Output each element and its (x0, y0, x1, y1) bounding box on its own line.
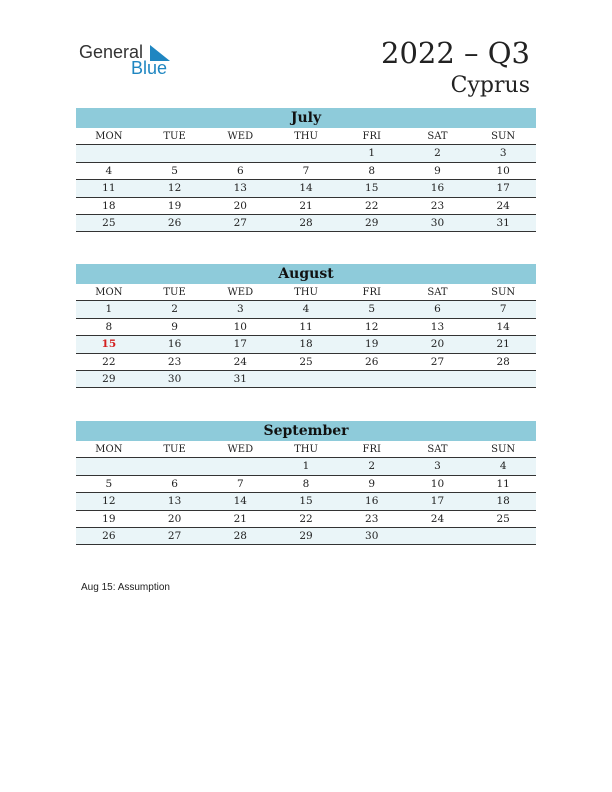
day-cell: 28 (299, 216, 313, 229)
day-cell: 19 (102, 512, 116, 525)
day-cell: 26 (167, 216, 182, 229)
weekday-label: SUN (491, 287, 516, 298)
day-cell: 16 (365, 495, 379, 508)
day-cell: 8 (302, 477, 310, 490)
day-cell (207, 458, 273, 474)
month-title: August (76, 264, 536, 284)
day-cell: 18 (496, 495, 510, 508)
day-cell: 18 (299, 338, 313, 351)
day-cell: 10 (233, 320, 247, 333)
day-cell (207, 145, 273, 161)
week-row (76, 458, 536, 475)
day-cell: 22 (299, 512, 313, 525)
weekday-label: WED (227, 444, 254, 455)
day-cell: 9 (434, 164, 441, 177)
holiday-notes (81, 582, 170, 593)
week-row (76, 180, 536, 197)
week-row (76, 319, 536, 336)
weekday-label: FRI (362, 444, 381, 455)
day-cell: 27 (233, 216, 247, 229)
weekday-label: THU (294, 287, 318, 298)
day-cell: 2 (434, 147, 441, 160)
day-cell: 19 (365, 338, 379, 351)
day-cell: 21 (496, 338, 510, 351)
day-cell: 27 (167, 529, 182, 542)
day-cell: 16 (430, 182, 445, 195)
day-cell (142, 145, 208, 161)
day-cell: 6 (236, 164, 244, 177)
weekday-label: MON (95, 444, 123, 455)
week-row (76, 476, 536, 493)
weekday-header-row (76, 128, 536, 145)
page-title: 2022 – Q3 (381, 36, 530, 70)
day-cell: 2 (171, 303, 178, 316)
logo-text-blue: Blue (131, 58, 168, 78)
day-cell: 13 (233, 182, 247, 195)
day-cell: 28 (233, 529, 247, 542)
week-row (76, 198, 536, 215)
weekday-label: TUE (163, 287, 186, 298)
day-cell: 2 (368, 460, 376, 473)
weekday-label: SUN (491, 444, 516, 455)
day-cell: 6 (171, 477, 178, 490)
day-cell: 1 (105, 303, 113, 316)
day-cell: 15 (365, 182, 379, 195)
week-row (76, 301, 536, 318)
day-cell: 13 (167, 495, 182, 508)
day-cell: 10 (496, 164, 510, 177)
day-cell: 3 (236, 303, 244, 316)
day-cell (76, 458, 142, 474)
weekday-label: WED (227, 287, 254, 298)
holiday-note: Aug 15: Assumption (81, 582, 170, 593)
day-cell: 16 (167, 338, 182, 351)
day-cell: 12 (167, 182, 182, 195)
logo-text-general: General (79, 42, 144, 62)
day-cell: 29 (102, 372, 116, 385)
day-cell: 20 (233, 199, 247, 212)
day-cell (273, 371, 339, 387)
day-cell: 29 (299, 529, 313, 542)
day-cell: 24 (233, 355, 247, 368)
day-cell: 7 (499, 303, 507, 316)
day-cell: 24 (430, 512, 445, 525)
day-cell: 12 (102, 495, 116, 508)
week-row (76, 493, 536, 510)
weekday-label: MON (95, 131, 123, 142)
week-row (76, 145, 536, 162)
day-cell: 7 (236, 477, 244, 490)
day-cell: 30 (167, 372, 182, 385)
day-cell: 31 (233, 372, 247, 385)
weekday-label: FRI (362, 131, 381, 142)
day-cell: 9 (368, 477, 376, 490)
day-cell (76, 145, 142, 161)
month-july (76, 108, 536, 232)
day-cell: 30 (365, 529, 379, 542)
day-cell: 4 (302, 303, 310, 316)
day-cell: 3 (434, 460, 441, 473)
day-cell: 23 (167, 355, 182, 368)
day-cell: 17 (233, 338, 247, 351)
day-cell: 6 (434, 303, 441, 316)
day-cell: 20 (430, 338, 445, 351)
weekday-label: THU (294, 131, 318, 142)
day-cell (470, 528, 536, 544)
weekday-header-row (76, 441, 536, 458)
day-cell: 1 (302, 460, 310, 473)
day-cell (339, 371, 405, 387)
month-title: July (76, 108, 536, 128)
day-cell: 5 (171, 164, 178, 177)
weekday-label: SAT (427, 444, 448, 455)
day-cell (405, 528, 471, 544)
weekday-label: TUE (163, 444, 186, 455)
weekday-label: SUN (491, 131, 516, 142)
day-cell: 21 (233, 512, 247, 525)
day-cell: 5 (368, 303, 376, 316)
day-cell: 8 (368, 164, 376, 177)
month-september (76, 421, 536, 545)
week-row (76, 215, 536, 232)
day-cell: 23 (430, 199, 445, 212)
day-cell: 30 (430, 216, 445, 229)
day-cell (470, 371, 536, 387)
day-cell: 23 (365, 512, 379, 525)
weekday-label: SAT (427, 131, 448, 142)
day-cell: 29 (365, 216, 379, 229)
weekday-label: FRI (362, 287, 381, 298)
day-cell: 10 (430, 477, 445, 490)
day-cell: 7 (302, 164, 310, 177)
day-cell: 22 (102, 355, 116, 368)
day-cell (273, 145, 339, 161)
week-row (76, 371, 536, 388)
weekday-label: SAT (427, 287, 448, 298)
generalblue-logo (79, 40, 179, 80)
day-cell: 20 (167, 512, 182, 525)
day-cell: 9 (171, 320, 178, 333)
month-title: September (76, 421, 536, 441)
day-cell: 25 (299, 355, 313, 368)
day-cell: 26 (102, 529, 116, 542)
week-row (76, 354, 536, 371)
day-cell: 4 (105, 164, 113, 177)
day-cell: 12 (365, 320, 379, 333)
day-cell: 14 (233, 495, 247, 508)
week-row (76, 511, 536, 528)
holiday-day-cell: 15 (101, 338, 117, 351)
day-cell (142, 458, 208, 474)
weekday-label: WED (227, 131, 254, 142)
day-cell: 17 (430, 495, 445, 508)
day-cell: 24 (496, 199, 510, 212)
week-row (76, 336, 536, 353)
day-cell: 11 (299, 320, 313, 333)
day-cell: 8 (105, 320, 113, 333)
day-cell: 21 (299, 199, 313, 212)
weekday-header-row (76, 284, 536, 301)
day-cell: 4 (499, 460, 507, 473)
day-cell: 11 (496, 477, 510, 490)
day-cell: 11 (102, 182, 116, 195)
page-subtitle: Cyprus (450, 73, 530, 98)
day-cell: 14 (496, 320, 510, 333)
day-cell: 5 (105, 477, 113, 490)
day-cell: 22 (365, 199, 379, 212)
day-cell: 13 (430, 320, 445, 333)
day-cell: 28 (496, 355, 510, 368)
day-cell: 19 (167, 199, 182, 212)
day-cell: 31 (496, 216, 510, 229)
day-cell: 1 (368, 147, 376, 160)
day-cell: 25 (102, 216, 116, 229)
day-cell: 15 (299, 495, 313, 508)
week-row (76, 528, 536, 545)
week-row (76, 163, 536, 180)
day-cell: 14 (299, 182, 313, 195)
weekday-label: TUE (163, 131, 186, 142)
weekday-label: MON (95, 287, 123, 298)
day-cell: 26 (365, 355, 379, 368)
day-cell (405, 371, 471, 387)
weekday-label: THU (294, 444, 318, 455)
day-cell: 17 (496, 182, 510, 195)
month-august (76, 264, 536, 388)
day-cell: 3 (499, 147, 507, 160)
day-cell: 27 (430, 355, 445, 368)
day-cell: 25 (496, 512, 510, 525)
day-cell: 18 (102, 199, 116, 212)
